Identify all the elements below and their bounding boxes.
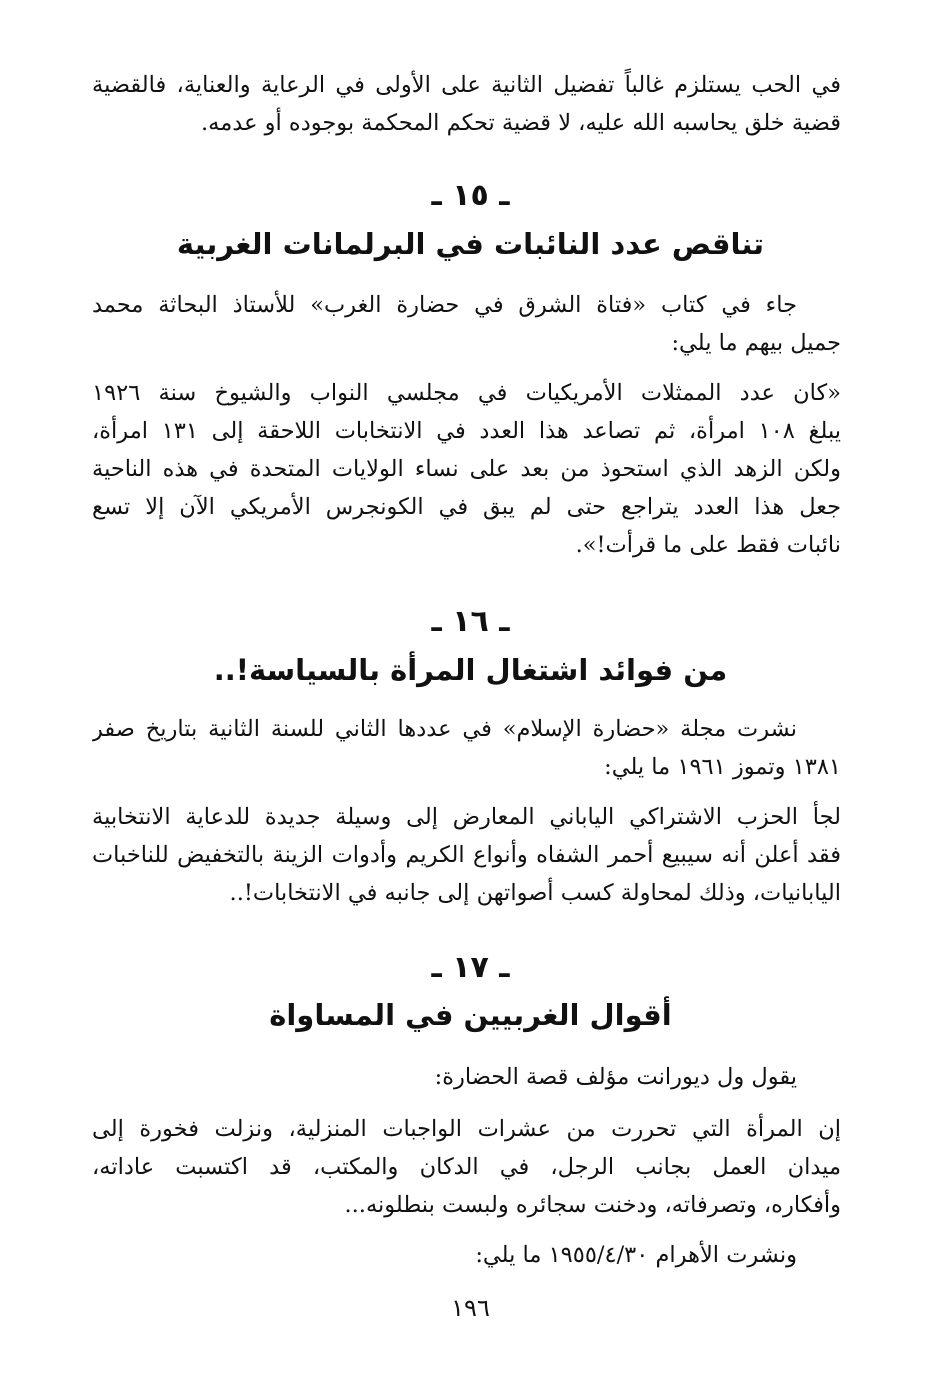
section-15-number: ـ ١٥ ـ [431,178,510,213]
section-17-quote [92,1110,841,1224]
section-16-title: من فوائد اشتغال المرأة بالسياسة!.. [213,653,728,687]
text-line: وأفكاره، وتصرفاته، ودخنت سجائره ولبست بنطلونه... [344,1192,841,1218]
text-line: نشرت مجلة «حضارة الإسلام» في عددها الثاني للسنة الثانية بتاريخ صفر [92,716,797,742]
text-line: اليابانيات، وذلك لمحاولة كسب أصواتهن إلى جانبه في الانتخابات!.. [229,880,841,906]
text-line: نائبات فقط على ما قرأت!». [575,532,841,558]
text-line: فقد أعلن أنه سيبيع أحمر الشفاه وأنواع الكريم وأدوات الزينة بالتخفيض للناخبات [92,842,841,868]
text-line: «كان عدد الممثلات الأمريكيات في مجلسي النواب والشيوخ سنة ١٩٢٦ [92,380,841,406]
text-line: جميل بيهم ما يلي: [671,330,841,356]
page-number: ١٩٦ [451,1294,490,1322]
text-line: إن المرأة التي تحررت من عشرات الواجبات المنزلية، ونزلت فخورة إلى [92,1116,841,1142]
section-16-body [92,798,841,912]
text-line: يقول ول ديورانت مؤلف قصة الحضارة: [434,1064,797,1090]
text-line: لجأ الحزب الاشتراكي الياباني المعارض إلى وسيلة جديدة للدعاية الانتخابية [92,804,841,830]
section-17-title: أقوال الغربيين في المساواة [269,998,672,1032]
text-line: جعل هذا العدد يتراجع حتى لم يبق في الكونجرس الأمريكي الآن إلا تسع [92,494,841,520]
text-line: في الحب يستلزم غالباً تفضيل الثانية على الأولى في الرعاية والعناية، فالقضية [92,72,841,98]
text-line: قضية خلق يحاسبه الله عليه، لا قضية تحكم المحكمة بوجوده أو عدمه. [201,110,841,136]
text-line: ١٣٨١ وتموز ١٩٦١ ما يلي: [604,754,841,780]
section-17-closing [92,1236,841,1274]
section-17-number: ـ ١٧ ـ [431,950,510,985]
section-15-quote [92,374,841,564]
text-line: ميدان العمل بجانب الرجل، في الدكان والمكتب، قد اكتسبت عاداته، [92,1154,841,1180]
section-17-intro [92,1058,841,1096]
section-16-number: ـ ١٦ ـ [431,604,510,639]
text-line: ونشرت الأهرام ١٩٥٥/٤/٣٠ ما يلي: [475,1242,797,1268]
text-line: جاء في كتاب «فتاة الشرق في حضارة الغرب» للأستاذ البحاثة محمد [92,292,797,318]
intro-paragraph [92,66,841,142]
section-15-title: تناقص عدد النائبات في البرلمانات الغربية [176,227,765,261]
section-16-intro [92,710,841,786]
section-15-intro [92,286,841,362]
text-line: ولكن الزهد الذي استحوذ من بعد على نساء الولايات المتحدة في هذه الناحية [92,456,841,482]
text-line: يبلغ ١٠٨ امرأة، ثم تصاعد هذا العدد في الانتخابات اللاحقة إلى ١٣١ امرأة، [92,418,841,444]
